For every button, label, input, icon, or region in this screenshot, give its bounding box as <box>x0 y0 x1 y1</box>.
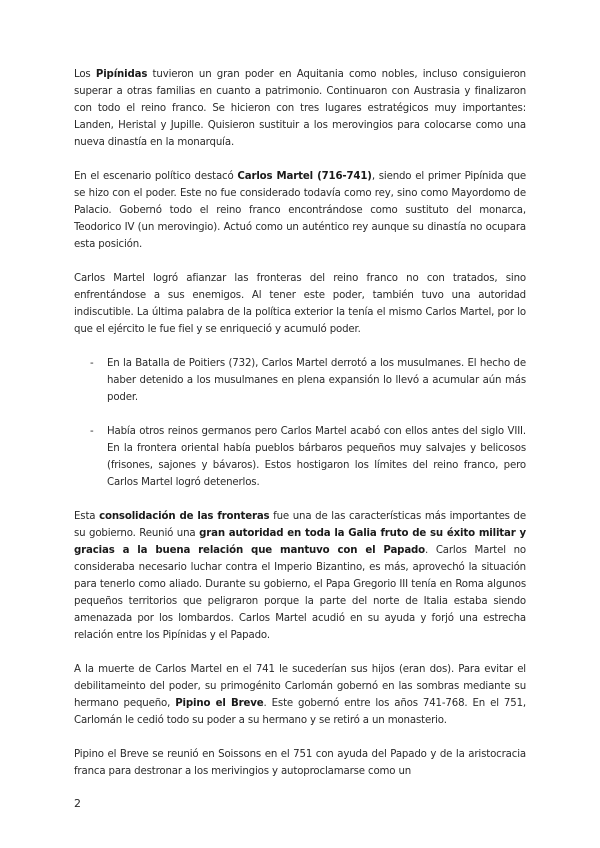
text-run: fue una de las características más importantes de su gobierno. Reunió una <box>74 511 526 539</box>
list-item-text: En la Batalla de Poitiers (732), Carlos Martel derrotó a los musulmanes. El hecho de haber detenido a los musulmanes en plena expansión lo llevó a acumular aún más poder. <box>107 358 526 403</box>
text-run: Los <box>74 69 96 80</box>
bold-text: Pipínidas <box>95 69 148 80</box>
text-run: . Este gobernó entre los años 741-768. En el 751, Carlomán le cedió todo su poder a su hermano y se retiró a un monasterio. <box>74 698 526 726</box>
bold-text: gran autoridad en toda la Galia fruto de su éxito militar y gracias a la buena relación que mantuvo con el Papado <box>74 528 526 556</box>
bold-text: Carlos Martel (716-741) <box>237 171 372 182</box>
text-run: En el escenario político destacó <box>74 171 238 182</box>
list-item <box>74 423 526 491</box>
text-run: . Carlos Martel no consideraba necesario luchar contra el Imperio Bizantino, es más, aprovechó la situación para tenerlo como aliado. Durante su gobierno, el Papa Gregorio III tenía en Roma algunos pequeños territorios que peligraron porque la parte del norte de Italia estaba siendo amenazada por los lombardos. Carlos Martel acudió en su ayuda y forjó una estrecha relación entre los Pipínidas y el Papado. <box>74 545 526 641</box>
page-number: 2 <box>74 797 81 810</box>
paragraph <box>74 168 526 253</box>
text-run: Carlos Martel logró afianzar las fronteras del reino franco no con tratados, sino enfrentándose a sus enemigos. Al tener este poder, también tuvo una autoridad indiscutible. La última palabra de la política exterior la tenía el mismo Carlos Martel, por lo que el ejército le fue fiel y se enriqueció y acumuló poder. <box>74 273 526 335</box>
bold-text: consolidación de las fronteras <box>99 511 270 522</box>
text-run: Esta <box>74 511 100 522</box>
text-run: , siendo el primer Pipínida que se hizo con el poder. Este no fue considerado todavía como rey, sino como Mayordomo de Palacio. Gobernó todo el reino franco encontrándose como sustituto del monarca, Teodorico IV (un merovingio). Actuó como un auténtico rey aunque su dinastía no ocupara esta posición. <box>74 171 527 250</box>
paragraph <box>74 508 526 644</box>
paragraph <box>74 66 526 151</box>
dash-list <box>74 355 526 491</box>
text-run: A la muerte de Carlos Martel en el 741 le sucederían sus hijos (eran dos). Para evitar el debilitameinto del poder, su primogénito Carlomán gobernó en las sombras mediante su hermano pequeño, <box>74 664 526 709</box>
list-item-text: Había otros reinos germanos pero Carlos Martel acabó con ellos antes del siglo VIII. En la frontera oriental había pueblos bárbaros pequeños muy salvajes y belicosos (frisones, sajones y bávaros). Estos hostigaron los límites del reino franco, pero Carlos Martel logró detenerlos. <box>107 426 526 488</box>
dash-bullet-icon: - <box>90 358 94 369</box>
paragraphs-before-list <box>74 66 526 338</box>
document-body <box>74 66 526 780</box>
dash-bullet-icon: - <box>90 426 94 437</box>
paragraphs-after-list <box>74 508 526 780</box>
paragraph <box>74 746 526 780</box>
paragraph <box>74 661 526 729</box>
paragraph <box>74 270 526 338</box>
text-run: Pipino el Breve se reunió en Soissons en el 751 con ayuda del Papado y de la aristocracia franca para destronar a los merivingios y autoproclamarse como un <box>74 749 526 777</box>
text-run: tuvieron un gran poder en Aquitania como nobles, incluso consiguieron superar a otras familias en cuanto a patrimonio. Continuaron con Austrasia y finalizaron con todo el reino franco. Se hicieron con tres lugares estratégicos muy importantes: Landen, Heristal y Jupille. Quisieron sustituir a los merovingios para colocarse como una nueva dinastía en la monarquía. <box>74 69 526 148</box>
list-item <box>74 355 526 406</box>
bold-text: Pipino el Breve <box>175 698 264 709</box>
